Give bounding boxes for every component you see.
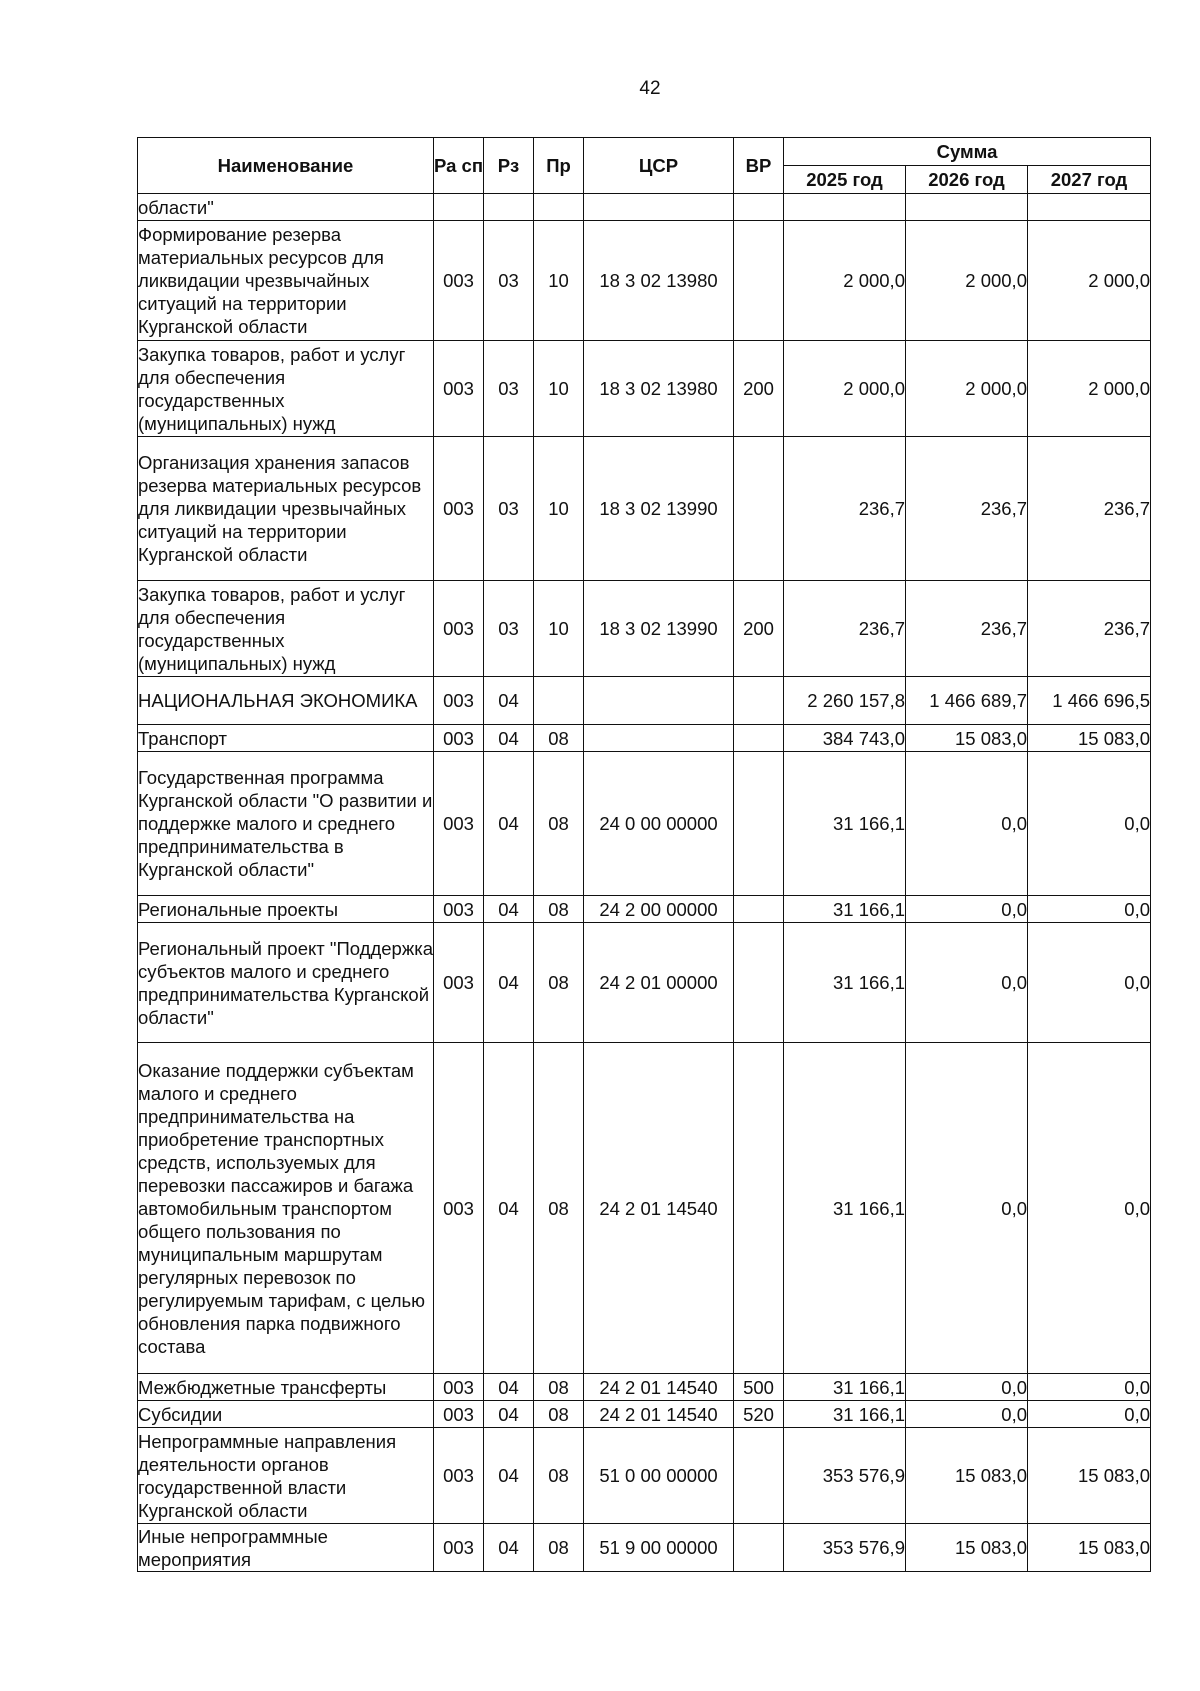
cell-rasp: 003	[434, 581, 484, 677]
cell-rasp: 003	[434, 923, 484, 1043]
table-row	[138, 1043, 1151, 1374]
cell-rasp: 003	[434, 752, 484, 896]
cell-csr: 24 0 00 00000	[584, 752, 734, 896]
cell-2025: 31 166,1	[784, 896, 906, 923]
cell-vr: 520	[734, 1401, 784, 1428]
budget-table	[137, 137, 1151, 1572]
cell-csr	[584, 194, 734, 221]
cell-rz: 03	[484, 341, 534, 437]
cell-name: Иные непрограммные мероприятия	[138, 1524, 434, 1572]
cell-2026: 0,0	[906, 1043, 1028, 1374]
cell-2027: 2 000,0	[1028, 341, 1151, 437]
cell-rasp: 003	[434, 1401, 484, 1428]
cell-2025: 31 166,1	[784, 1374, 906, 1401]
cell-rasp: 003	[434, 341, 484, 437]
cell-vr: 200	[734, 341, 784, 437]
cell-name: Формирование резерва материальных ресурсов для ликвидации чрезвычайных ситуаций на территории Курганской области	[138, 221, 434, 341]
cell-csr: 24 2 00 00000	[584, 896, 734, 923]
cell-2025: 31 166,1	[784, 1401, 906, 1428]
col-header-summa: Сумма	[784, 138, 1151, 166]
col-header-csr: ЦСР	[584, 138, 734, 194]
cell-rz: 04	[484, 725, 534, 752]
cell-vr: 500	[734, 1374, 784, 1401]
cell-2025: 31 166,1	[784, 752, 906, 896]
cell-csr	[584, 677, 734, 725]
col-header-rasp: Ра сп	[434, 138, 484, 194]
cell-rasp: 003	[434, 1524, 484, 1572]
cell-2025: 31 166,1	[784, 1043, 906, 1374]
cell-pr	[534, 194, 584, 221]
table-row	[138, 1524, 1151, 1572]
cell-pr: 10	[534, 437, 584, 581]
cell-rz: 04	[484, 1524, 534, 1572]
cell-vr	[734, 437, 784, 581]
col-header-vr: ВР	[734, 138, 784, 194]
cell-name: Организация хранения запасов резерва материальных ресурсов для ликвидации чрезвычайных ситуаций на территории Курганской области	[138, 437, 434, 581]
cell-rasp: 003	[434, 1374, 484, 1401]
cell-pr: 10	[534, 221, 584, 341]
col-header-name: Наименование	[138, 138, 434, 194]
cell-vr	[734, 752, 784, 896]
cell-pr: 08	[534, 1043, 584, 1374]
cell-pr	[534, 677, 584, 725]
page-number: 42	[639, 78, 661, 99]
cell-rasp: 003	[434, 896, 484, 923]
cell-pr: 10	[534, 341, 584, 437]
cell-2027: 15 083,0	[1028, 1524, 1151, 1572]
col-header-2026: 2026 год	[906, 166, 1028, 194]
cell-csr: 18 3 02 13990	[584, 581, 734, 677]
cell-2027: 236,7	[1028, 437, 1151, 581]
cell-2027: 0,0	[1028, 1401, 1151, 1428]
cell-csr: 51 9 00 00000	[584, 1524, 734, 1572]
cell-csr: 18 3 02 13990	[584, 437, 734, 581]
cell-name: области"	[138, 194, 434, 221]
table-row	[138, 581, 1151, 677]
table-row	[138, 221, 1151, 341]
cell-vr	[734, 1524, 784, 1572]
cell-2027: 1 466 696,5	[1028, 677, 1151, 725]
cell-csr	[584, 725, 734, 752]
cell-2025: 236,7	[784, 437, 906, 581]
cell-vr	[734, 923, 784, 1043]
cell-rz: 04	[484, 752, 534, 896]
cell-csr: 24 2 01 14540	[584, 1043, 734, 1374]
cell-2027: 0,0	[1028, 1374, 1151, 1401]
cell-rz	[484, 194, 534, 221]
cell-2025: 2 000,0	[784, 221, 906, 341]
cell-2027: 0,0	[1028, 752, 1151, 896]
cell-rz: 03	[484, 437, 534, 581]
cell-2025: 384 743,0	[784, 725, 906, 752]
table-row	[138, 677, 1151, 725]
cell-csr: 18 3 02 13980	[584, 341, 734, 437]
cell-name: Межбюджетные трансферты	[138, 1374, 434, 1401]
cell-2025: 353 576,9	[784, 1428, 906, 1524]
cell-2026: 2 000,0	[906, 341, 1028, 437]
table-row	[138, 923, 1151, 1043]
cell-2025: 353 576,9	[784, 1524, 906, 1572]
cell-rz: 04	[484, 1043, 534, 1374]
cell-vr	[734, 677, 784, 725]
cell-pr: 08	[534, 1374, 584, 1401]
cell-rz: 04	[484, 677, 534, 725]
table-row	[138, 341, 1151, 437]
col-header-2025: 2025 год	[784, 166, 906, 194]
cell-name: Региональные проекты	[138, 896, 434, 923]
cell-name: Субсидии	[138, 1401, 434, 1428]
table-row	[138, 1401, 1151, 1428]
cell-name: Государственная программа Курганской области "О развитии и поддержке малого и среднего предпринимательства в Курганской области"	[138, 752, 434, 896]
cell-vr	[734, 896, 784, 923]
cell-pr: 08	[534, 1401, 584, 1428]
col-header-rz: Рз	[484, 138, 534, 194]
cell-2027: 0,0	[1028, 923, 1151, 1043]
cell-name: Оказание поддержки субъектам малого и среднего предпринимательства на приобретение транспортных средств, используемых для перевозки пассажиров и багажа автомобильным транспортом общего пользования по муниципальным маршрутам регулярных перевозок по регулируемым тарифам, с целью обновления парка подвижного состава	[138, 1043, 434, 1374]
cell-name: Закупка товаров, работ и услуг для обеспечения государственных (муниципальных) нужд	[138, 341, 434, 437]
cell-2026: 236,7	[906, 581, 1028, 677]
cell-2027: 15 083,0	[1028, 725, 1151, 752]
cell-rz: 04	[484, 1374, 534, 1401]
cell-rz: 04	[484, 896, 534, 923]
cell-2026: 15 083,0	[906, 1524, 1028, 1572]
cell-rasp: 003	[434, 1428, 484, 1524]
table-row	[138, 752, 1151, 896]
cell-csr: 24 2 01 14540	[584, 1374, 734, 1401]
col-header-2027: 2027 год	[1028, 166, 1151, 194]
cell-rz: 04	[484, 1428, 534, 1524]
cell-2026: 0,0	[906, 1401, 1028, 1428]
cell-pr: 10	[534, 581, 584, 677]
cell-pr: 08	[534, 752, 584, 896]
cell-rasp: 003	[434, 677, 484, 725]
cell-pr: 08	[534, 923, 584, 1043]
cell-2026: 15 083,0	[906, 725, 1028, 752]
header-row-top	[138, 138, 1151, 166]
cell-csr: 24 2 01 00000	[584, 923, 734, 1043]
table-row	[138, 1374, 1151, 1401]
cell-rasp: 003	[434, 725, 484, 752]
table-row	[138, 1428, 1151, 1524]
table-body	[138, 194, 1151, 1572]
cell-2027: 0,0	[1028, 1043, 1151, 1374]
cell-vr	[734, 1043, 784, 1374]
cell-vr	[734, 221, 784, 341]
cell-2026: 0,0	[906, 923, 1028, 1043]
cell-2027: 15 083,0	[1028, 1428, 1151, 1524]
cell-2026: 15 083,0	[906, 1428, 1028, 1524]
cell-2026: 236,7	[906, 437, 1028, 581]
cell-vr	[734, 1428, 784, 1524]
cell-vr	[734, 725, 784, 752]
cell-rz: 04	[484, 923, 534, 1043]
cell-rasp: 003	[434, 221, 484, 341]
cell-2026: 0,0	[906, 752, 1028, 896]
cell-2027: 2 000,0	[1028, 221, 1151, 341]
table-row	[138, 437, 1151, 581]
cell-2026: 1 466 689,7	[906, 677, 1028, 725]
cell-rasp	[434, 194, 484, 221]
table-row	[138, 896, 1151, 923]
cell-2026: 2 000,0	[906, 221, 1028, 341]
cell-2027: 0,0	[1028, 896, 1151, 923]
cell-name: Непрограммные направления деятельности органов государственной власти Курганской области	[138, 1428, 434, 1524]
cell-pr: 08	[534, 1524, 584, 1572]
col-header-pr: Пр	[534, 138, 584, 194]
cell-2027	[1028, 194, 1151, 221]
cell-2025: 2 000,0	[784, 341, 906, 437]
cell-rasp: 003	[434, 437, 484, 581]
cell-2026: 0,0	[906, 1374, 1028, 1401]
cell-name: НАЦИОНАЛЬНАЯ ЭКОНОМИКА	[138, 677, 434, 725]
cell-rz: 04	[484, 1401, 534, 1428]
cell-2025: 2 260 157,8	[784, 677, 906, 725]
cell-rz: 03	[484, 581, 534, 677]
cell-2026	[906, 194, 1028, 221]
cell-csr: 18 3 02 13980	[584, 221, 734, 341]
cell-2025: 31 166,1	[784, 923, 906, 1043]
cell-rz: 03	[484, 221, 534, 341]
cell-2025	[784, 194, 906, 221]
cell-csr: 24 2 01 14540	[584, 1401, 734, 1428]
cell-name: Закупка товаров, работ и услуг для обеспечения государственных (муниципальных) нужд	[138, 581, 434, 677]
cell-name: Региональный проект "Поддержка субъектов малого и среднего предпринимательства Курганской области"	[138, 923, 434, 1043]
cell-rasp: 003	[434, 1043, 484, 1374]
cell-pr: 08	[534, 1428, 584, 1524]
cell-csr: 51 0 00 00000	[584, 1428, 734, 1524]
cell-2025: 236,7	[784, 581, 906, 677]
cell-pr: 08	[534, 896, 584, 923]
cell-name: Транспорт	[138, 725, 434, 752]
table-row	[138, 725, 1151, 752]
cell-2027: 236,7	[1028, 581, 1151, 677]
cell-vr: 200	[734, 581, 784, 677]
cell-2026: 0,0	[906, 896, 1028, 923]
cell-vr	[734, 194, 784, 221]
cell-pr: 08	[534, 725, 584, 752]
table-row	[138, 194, 1151, 221]
